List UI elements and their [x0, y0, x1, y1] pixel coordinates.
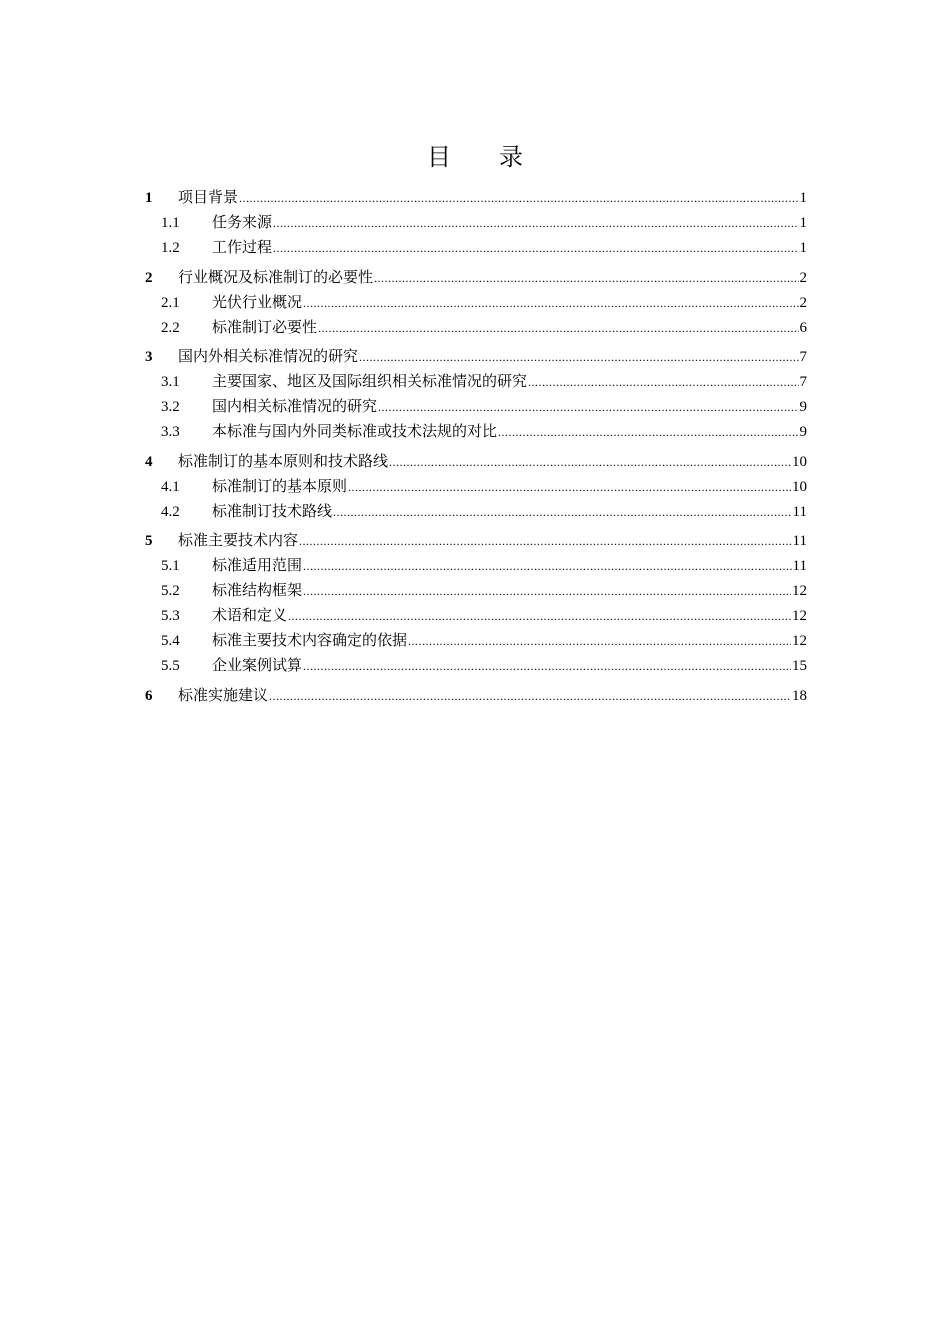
toc-chapter-entry[interactable]	[145, 266, 807, 291]
toc-chapter-entry[interactable]	[145, 450, 807, 475]
toc-title-char-1: 目	[427, 143, 451, 171]
toc-section-entry[interactable]	[145, 654, 807, 679]
toc-page-number: 12	[792, 633, 807, 649]
toc-section-entry[interactable]	[145, 211, 807, 236]
toc-entry-title: 标准适用范围	[212, 556, 303, 574]
toc-entry-title: 标准制订技术路线	[212, 501, 333, 520]
toc-section-entry[interactable]	[145, 420, 807, 445]
toc-entry-title: 主要国家、地区及国际组织相关标准情况的研究	[212, 372, 528, 390]
toc-section-entry[interactable]	[145, 554, 807, 579]
toc-page-number: 1	[799, 190, 807, 206]
toc-entry-title: 本标准与国内外同类标准或技术法规的对比	[212, 422, 498, 440]
toc-dot-leader	[273, 216, 798, 231]
toc-entry-title: 国内外相关标准情况的研究	[178, 347, 359, 365]
toc-dot-leader	[333, 505, 792, 520]
toc-dot-leader	[273, 241, 798, 256]
toc-dot-leader	[288, 609, 791, 624]
toc-dot-leader	[359, 350, 798, 365]
toc-entry-title: 标准制订的基本原则	[212, 476, 348, 495]
toc-dot-leader	[318, 321, 798, 336]
toc-section-entry[interactable]	[145, 500, 807, 525]
toc-entry-number: 1	[145, 190, 153, 206]
toc-dot-leader	[348, 480, 791, 495]
toc-entry-number: 2	[145, 269, 153, 286]
toc-dot-leader	[303, 659, 791, 674]
toc-entry-title: 光伏行业概况	[212, 292, 303, 311]
toc-entry-title: 标准制订必要性	[212, 317, 318, 336]
toc-chapter-entry[interactable]	[145, 345, 807, 370]
toc-dot-leader	[389, 455, 791, 470]
toc-entry-number: 4.1	[161, 478, 180, 495]
toc-page-number: 9	[799, 424, 807, 440]
toc-page-number: 9	[799, 399, 807, 415]
toc-section-entry[interactable]	[145, 236, 807, 261]
toc-page-number: 2	[799, 269, 807, 286]
toc-entry-number: 3.2	[161, 399, 180, 415]
toc-chapter-entry[interactable]	[145, 684, 807, 709]
toc-section-entry[interactable]	[145, 395, 807, 420]
toc-dot-leader	[408, 634, 791, 649]
toc-dot-leader	[374, 271, 798, 286]
toc-entry-number: 5.1	[161, 558, 180, 574]
toc-entry-number: 5.4	[161, 633, 180, 649]
toc-section-entry[interactable]	[145, 579, 807, 604]
toc-entry-number: 5.5	[161, 658, 180, 674]
toc-entry-number: 6	[145, 687, 153, 704]
toc-dot-leader	[239, 191, 798, 206]
toc-entry-number: 3.3	[161, 424, 180, 440]
table-of-contents	[145, 186, 807, 709]
toc-page-number: 1	[799, 240, 807, 256]
toc-entry-number: 1.2	[161, 240, 180, 256]
toc-dot-leader	[498, 425, 798, 440]
toc-entry-title: 标准主要技术内容	[178, 531, 299, 549]
toc-title	[0, 140, 950, 174]
toc-entry-title: 标准制订的基本原则和技术路线	[178, 451, 389, 470]
toc-section-entry[interactable]	[145, 291, 807, 316]
toc-entry-title: 标准结构框架	[212, 581, 303, 599]
toc-entry-title: 标准主要技术内容确定的依据	[212, 631, 408, 649]
toc-entry-title: 国内相关标准情况的研究	[212, 397, 378, 415]
toc-entry-title: 行业概况及标准制订的必要性	[178, 267, 374, 286]
toc-dot-leader	[303, 559, 792, 574]
toc-entry-number: 3.1	[161, 374, 180, 390]
toc-entry-number: 3	[145, 349, 153, 365]
toc-section-entry[interactable]	[145, 316, 807, 341]
toc-dot-leader	[303, 296, 798, 311]
toc-page-number: 11	[792, 558, 807, 574]
toc-entry-number: 5.3	[161, 608, 180, 624]
toc-entry-number: 5	[145, 533, 153, 549]
toc-page-number: 18	[792, 687, 807, 704]
toc-entry-title: 标准实施建议	[178, 685, 269, 704]
toc-chapter-entry[interactable]	[145, 186, 807, 211]
toc-chapter-entry[interactable]	[145, 529, 807, 554]
toc-page-number: 15	[792, 658, 807, 674]
toc-dot-leader	[303, 584, 791, 599]
toc-section-entry[interactable]	[145, 370, 807, 395]
toc-entry-title: 任务来源	[212, 213, 273, 231]
toc-entry-number: 2.1	[161, 294, 180, 311]
toc-page-number: 10	[792, 453, 807, 470]
toc-page-number: 11	[792, 533, 807, 549]
toc-section-entry[interactable]	[145, 475, 807, 500]
toc-page-number: 10	[792, 478, 807, 495]
toc-page-number: 12	[792, 583, 807, 599]
toc-entry-number: 2.2	[161, 319, 180, 336]
toc-entry-number: 5.2	[161, 583, 180, 599]
toc-title-char-2: 录	[499, 143, 523, 171]
toc-page-number: 2	[799, 294, 807, 311]
toc-entry-title: 企业案例试算	[212, 656, 303, 674]
toc-dot-leader	[378, 400, 798, 415]
toc-page-number: 7	[799, 349, 807, 365]
toc-dot-leader	[299, 534, 792, 549]
toc-page-number: 11	[792, 503, 807, 520]
toc-entry-title: 术语和定义	[212, 606, 288, 624]
toc-entry-number: 1.1	[161, 215, 180, 231]
toc-entry-number: 4.2	[161, 503, 180, 520]
toc-section-entry[interactable]	[145, 604, 807, 629]
toc-entry-title: 项目背景	[178, 188, 239, 206]
toc-page-number: 12	[792, 608, 807, 624]
toc-dot-leader	[528, 375, 798, 390]
toc-entry-number: 4	[145, 453, 153, 470]
toc-dot-leader	[269, 689, 791, 704]
toc-entry-title: 工作过程	[212, 238, 273, 256]
toc-page-number: 1	[799, 215, 807, 231]
toc-page-number: 7	[799, 374, 807, 390]
toc-page-number: 6	[799, 319, 807, 336]
toc-section-entry[interactable]	[145, 629, 807, 654]
